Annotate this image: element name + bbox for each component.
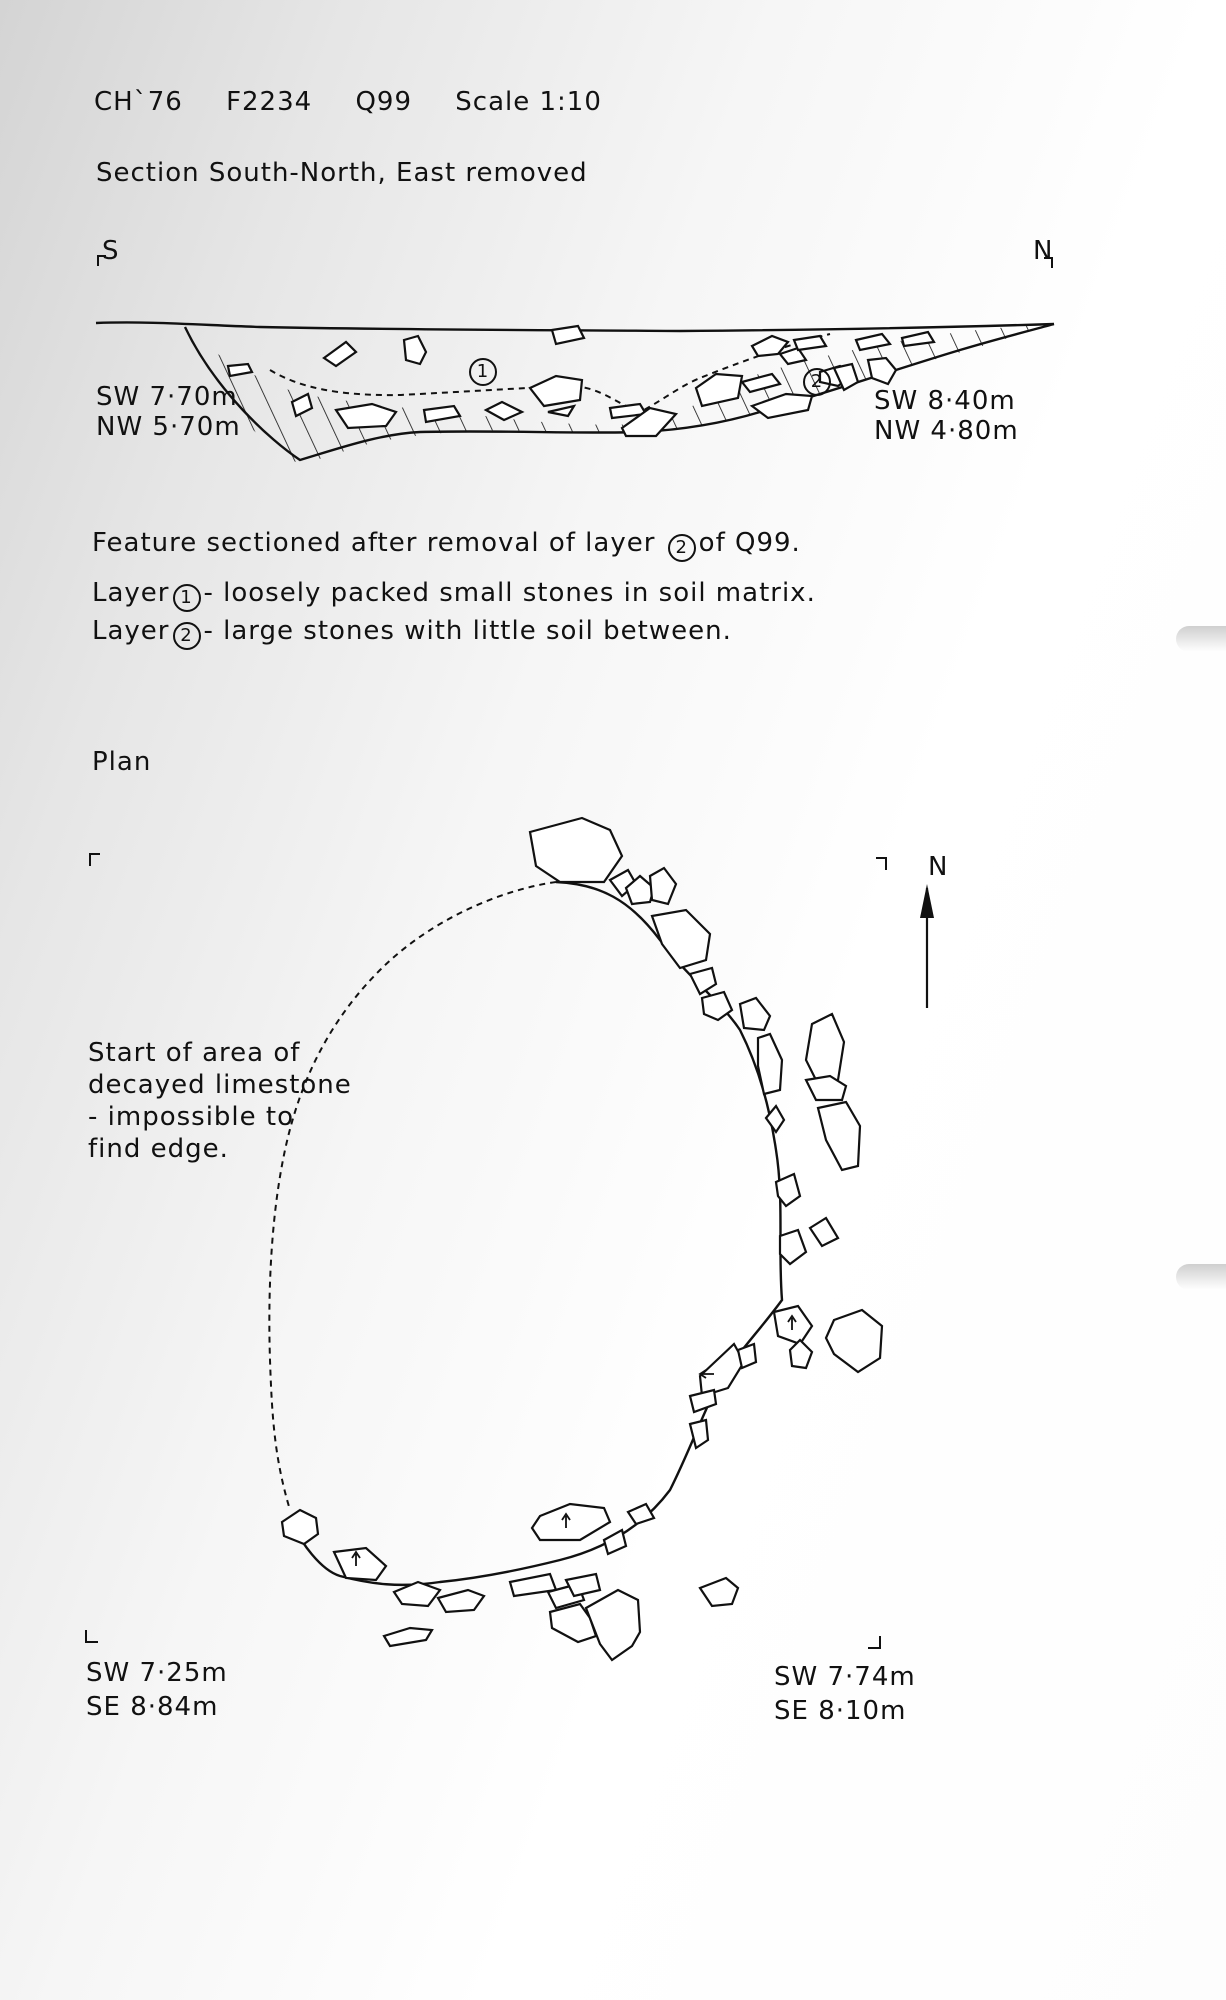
plan-stone — [690, 1420, 708, 1448]
plan-stone — [690, 968, 716, 994]
note-line-3-layer-circle: 2 — [173, 622, 201, 650]
note-line-1-tail: of Q99. — [698, 528, 801, 558]
site-code: CH`76 — [94, 87, 183, 117]
section-title: Section South-North, East removed — [96, 158, 588, 188]
layer-1-marker-number: 1 — [469, 358, 497, 386]
corner-mark-bottom-right — [868, 1636, 880, 1648]
annotation-line-3: - impossible to — [88, 1102, 295, 1132]
quadrant-code: Q99 — [355, 87, 413, 117]
section-right-reading-1: SW 8·40m — [874, 386, 1016, 416]
note-line-2-layer-circle: 1 — [173, 584, 201, 612]
plan-stone — [780, 1230, 806, 1264]
annotation-line-2: decayed limestone — [88, 1070, 352, 1100]
annotation-line-4: find edge. — [88, 1134, 229, 1164]
corner-mark-top-right — [876, 858, 886, 870]
plan-stone — [690, 1390, 716, 1412]
plan-stone — [650, 868, 676, 904]
north-arrow — [920, 884, 934, 1008]
plan-bottom-left-reading-1: SW 7·25m — [86, 1658, 228, 1688]
plan-stone — [700, 1578, 738, 1606]
plan-stone — [806, 1076, 846, 1100]
plan-stone — [604, 1530, 626, 1554]
annotation-line-1: Start of area of — [88, 1038, 301, 1068]
plan-stone — [818, 1102, 860, 1170]
plan-bottom-right-reading-1: SW 7·74m — [774, 1662, 916, 1692]
plan-stone — [806, 1014, 844, 1084]
plan-stone — [384, 1628, 432, 1646]
section-left-reading-2: NW 5·70m — [96, 412, 241, 442]
plan-stone — [790, 1340, 812, 1368]
north-arrow-head — [920, 884, 934, 918]
note-line-3-label: Layer — [92, 616, 170, 646]
feature-number: F2234 — [226, 87, 313, 117]
plan-stone — [738, 1344, 756, 1368]
corner-mark-top-left — [90, 854, 100, 866]
plan-bottom-left-reading-2: SE 8·84m — [86, 1692, 219, 1722]
note-line-1-text: Feature sectioned after removal of layer — [92, 528, 656, 558]
layer-2-marker-number: 2 — [803, 368, 831, 396]
plan-bottom-right-reading-2: SE 8·10m — [774, 1696, 907, 1726]
plan-stones — [282, 818, 882, 1660]
limestone-edge-dashed — [269, 882, 556, 1510]
section-left-reading-1: SW 7·70m — [96, 382, 238, 412]
note-line-1-layer-circle: 2 — [668, 534, 696, 562]
south-end-label: S — [102, 236, 120, 266]
drawing-scale: Scale 1:10 — [455, 87, 602, 117]
plan-stone — [586, 1590, 640, 1660]
plan-stone — [532, 1504, 610, 1540]
plan-stone — [774, 1306, 812, 1344]
note-line-2-text: - loosely packed small stones in soil matrix. — [203, 578, 816, 608]
plan-stone — [438, 1590, 484, 1612]
plan-title: Plan — [92, 747, 152, 777]
plan-stone — [334, 1548, 386, 1580]
section-right-reading-2: NW 4·80m — [874, 416, 1019, 446]
plan-stone — [740, 998, 770, 1030]
plan-stone — [652, 910, 710, 968]
plan-stone — [282, 1510, 318, 1544]
plan-stone — [826, 1310, 882, 1372]
corner-mark-bottom-left — [86, 1630, 98, 1642]
plan-stone — [758, 1034, 782, 1094]
plan-north-label: N — [928, 852, 949, 882]
plan-stone — [628, 1504, 654, 1524]
north-end-label: N — [1033, 236, 1054, 266]
note-line-2-label: Layer — [92, 578, 170, 608]
note-line-3-text: - large stones with little soil between. — [203, 616, 732, 646]
plan-stone — [810, 1218, 838, 1246]
plan-stone — [530, 818, 622, 882]
